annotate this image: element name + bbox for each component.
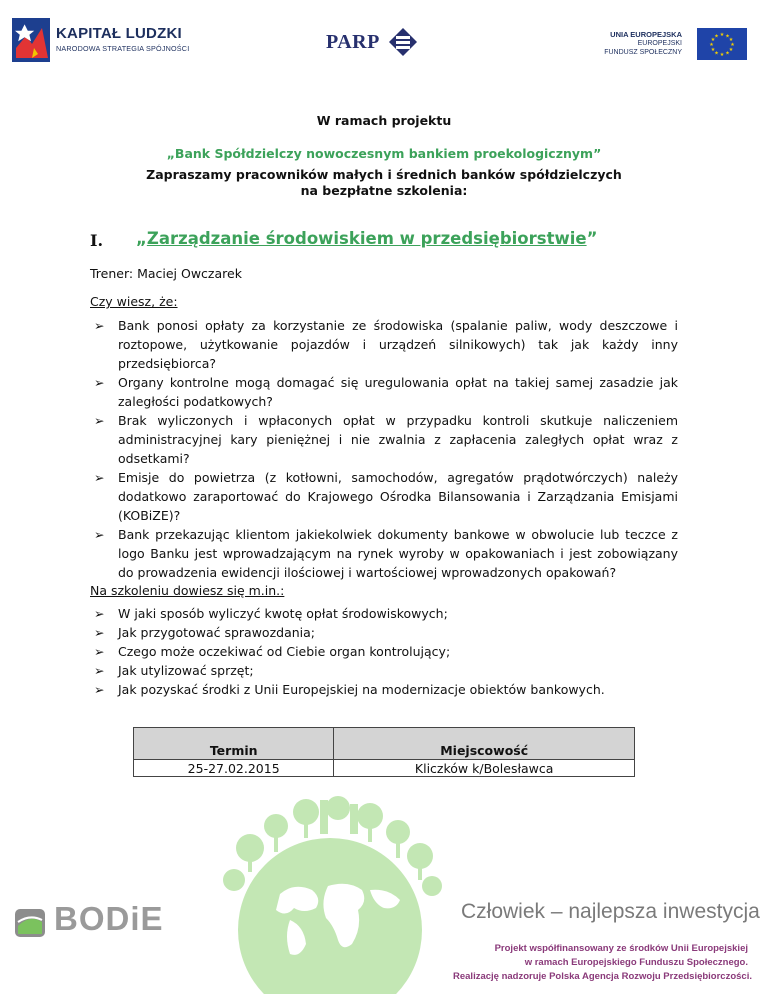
kapital-ludzki-logo-icon [12,18,50,62]
bullet-arrow-icon: ➢ [94,413,105,428]
list-item-text: Emisje do powietrza (z kotłowni, samochodów, agregatów prądotwórczych) należy dodatkowo zaraportować do Krajowego Ośrodka Bilansowania i Zarządzania Emisjami (KOBiZE)? [118,470,678,523]
footer-slogan: Człowiek – najlepsza inwestycja [461,900,760,923]
list-item-text: W jaki sposób wyliczyć kwotę opłat środowiskowych; [118,606,448,621]
learn-heading: Na szkoleniu dowiesz się m.in.: [90,583,285,598]
parp-logo-icon [388,27,418,57]
list-item [90,604,690,623]
learn-list [90,604,690,699]
svg-text:★: ★ [709,42,714,48]
list-item-text: Bank ponosi opłaty za korzystanie ze środowiska (spalanie paliw, wody deszczowe i roztopowe, użytkowanie pojazdów i urządzeń silnikowych) tak jak każdy inny przedsiębiorca? [118,318,678,371]
did-you-know-list [90,316,678,582]
schedule-table [133,727,635,777]
svg-text:★: ★ [714,50,719,57]
list-item [90,316,678,373]
svg-text:★: ★ [710,47,716,53]
list-item [90,373,678,411]
bullet-arrow-icon: ➢ [94,318,105,333]
invitation-line-2: na bezpłatne szkolenia: [300,183,468,198]
bullet-arrow-icon: ➢ [94,625,105,640]
list-item [90,680,690,699]
svg-text:★: ★ [725,50,730,57]
invitation-text [0,167,768,199]
column-header-date: Termin [134,728,334,760]
did-you-know-heading: Czy wiesz, że: [90,294,178,309]
svg-text:★: ★ [719,52,725,58]
training-place: Kliczków k/Bolesławca [334,760,635,777]
table-header-row [134,728,635,760]
project-name: „Bank Spółdzielczy nowoczesnym bankiem proekologicznym” [166,146,602,161]
list-item-text: Jak przygotować sprawozdania; [118,625,315,640]
eu-label-line2: EUROPEJSKI [637,40,682,47]
bullet-arrow-icon: ➢ [94,663,105,678]
kapital-ludzki-subtitle: NARODOWA STRATEGIA SPÓJNOŚCI [56,44,190,53]
list-item-text: Jak pozyskać środki z Unii Europejskiej na modernizacje obiektów bankowych. [118,682,605,697]
kapital-ludzki-title: KAPITAŁ LUDZKI [56,25,182,42]
section-title-quote-open: „ [136,229,147,248]
section-number: I. [90,231,104,250]
eu-label-line3: FUNDUSZ SPOŁECZNY [604,49,682,56]
table-row [134,760,635,777]
eu-label-line1: UNIA EUROPEJSKA [610,30,682,39]
eu-flag-icon [697,28,747,60]
bullet-arrow-icon: ➢ [94,644,105,659]
footer-cofinance-line2: w ramach Europejskiego Funduszu Społecznego. [524,957,748,968]
footer-cofinance-line1: Projekt współfinansowany ze środków Unii Europejskiej [494,943,748,954]
training-date: 25-27.02.2015 [134,760,334,777]
section-title [136,229,597,248]
svg-text:★: ★ [714,33,719,40]
intro-heading: W ramach projektu [316,113,452,128]
bullet-arrow-icon: ➢ [94,470,105,485]
section-title-text: Zarządzanie środowiskiem w przedsiębiorstwie [146,229,587,248]
list-item [90,468,678,525]
svg-text:★: ★ [728,47,734,53]
parp-logo-text: PARP [326,31,380,53]
footer-supervision-line: Realizację nadzoruje Polska Agencja Rozwoju Przedsiębiorczości. [453,971,752,982]
bullet-arrow-icon: ➢ [94,375,105,390]
eco-globe-icon [210,790,450,994]
svg-text:★: ★ [730,42,735,48]
svg-text:★: ★ [719,32,725,38]
invitation-line-1: Zapraszamy pracowników małych i średnich banków spółdzielczych [146,167,622,182]
bullet-arrow-icon: ➢ [94,606,105,621]
bullet-arrow-icon: ➢ [94,682,105,697]
list-item-text: Brak wyliczonych i wpłaconych opłat w przypadku kontroli skutkuje naliczeniem administracyjnej kary pieniężnej i nie zwalnia z zapłacenia zaległych opłat wraz z odsetkami? [118,413,678,466]
list-item-text: Jak utylizować sprzęt; [118,663,254,678]
list-item [90,411,678,468]
section-title-quote-close: ” [586,229,598,248]
svg-text:★: ★ [725,33,730,40]
list-item-text: Czego może oczekiwać od Ciebie organ kontrolujący; [118,644,451,659]
bullet-arrow-icon: ➢ [94,527,105,542]
list-item [90,661,690,680]
svg-text:★: ★ [710,37,716,43]
list-item [90,642,690,661]
bodie-logo-text: BODiE [54,900,164,937]
list-item-text: Organy kontrolne mogą domagać się uregulowania opłat na takiej samej zasadzie jak zaległości podatkowych? [118,375,678,409]
svg-text:★: ★ [728,37,734,43]
list-item [90,623,690,642]
bodie-logo-icon [14,908,46,938]
trainer-name: Trener: Maciej Owczarek [90,266,242,281]
list-item [90,525,678,582]
column-header-place: Miejscowość [334,728,635,760]
list-item-text: Bank przekazując klientom jakiekolwiek dokumenty bankowe w obwolucie lub teczce z logo Banku jest wprowadzającym na rynek wyroby w opakowaniach i jest zobowiązany do prowadzenia ewidencji ilościowej i wartościowej wprowadzonych opakowań? [118,527,678,580]
